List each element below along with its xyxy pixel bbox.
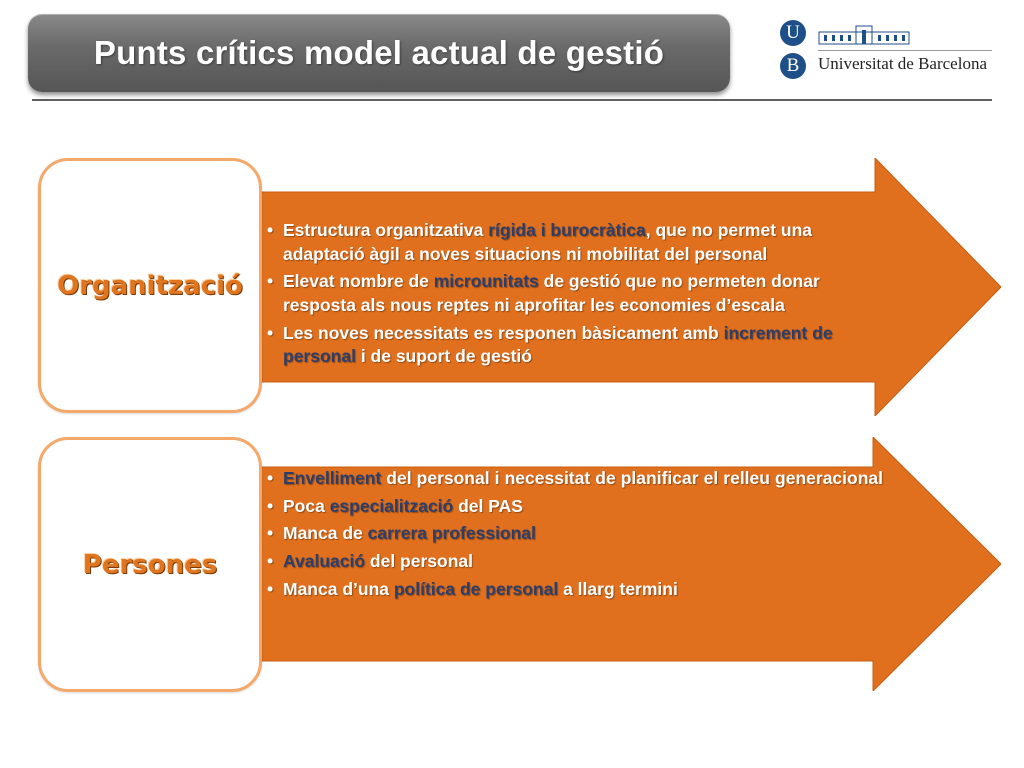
persones-label: Persones	[82, 549, 218, 580]
bullet-text: Poca	[283, 495, 330, 516]
bullet-item	[265, 270, 883, 317]
bullet-item	[265, 467, 883, 491]
title-bar	[28, 14, 730, 92]
highlighted-text: política de personal	[393, 578, 559, 599]
highlighted-text: Envelliment	[283, 468, 382, 488]
highlighted-text: increment de personal	[283, 322, 833, 367]
persones-arrow	[165, 437, 1001, 691]
organitzacio-arrow	[165, 158, 1001, 416]
highlighted-text: carrera professional	[367, 523, 536, 544]
organitzacio-label-box	[38, 158, 262, 413]
highlighted-text: rígida i burocràtica	[488, 220, 646, 240]
bullet-text: de gestió que no permeten donar resposta als nous reptes ni aprofitar les economies d’escala	[283, 271, 820, 315]
bullet-text: Manca de	[283, 523, 368, 544]
bullet-text: del personal	[365, 550, 473, 571]
persones-bullets	[265, 467, 883, 605]
logo-u-badge: U	[780, 20, 806, 46]
bullet-item	[265, 322, 883, 369]
bullet-text: Manca d’una	[283, 578, 394, 599]
highlighted-text: microunitats	[433, 271, 539, 292]
bullet-text: Estructura organitzativa	[283, 220, 489, 240]
bullet-item	[265, 578, 883, 602]
organitzacio-label: Organització	[57, 270, 243, 301]
logo-divider	[818, 50, 992, 51]
bullet-item	[265, 522, 883, 546]
bullet-text: del personal i necessitat de planificar el relleu generacional	[381, 468, 883, 488]
university-name: Universitat de Barcelona	[818, 54, 987, 73]
header-rule	[32, 99, 992, 101]
highlighted-text: especialització	[329, 495, 454, 516]
persones-label-box	[38, 437, 262, 692]
university-logo	[780, 20, 995, 82]
bullet-item	[265, 495, 883, 519]
bullet-text: Elevat nombre de	[283, 271, 434, 292]
bullet-text: a llarg termini	[558, 578, 678, 599]
slide-title: Punts crítics model actual de gestió	[93, 34, 665, 71]
bullet-item	[265, 550, 883, 574]
bullet-text: del PAS	[453, 495, 523, 516]
logo-b-badge: B	[780, 53, 806, 79]
building-icon	[818, 24, 910, 46]
bullet-item	[265, 219, 883, 266]
highlighted-text: Avaluació	[283, 550, 366, 571]
bullet-text: i de suport de gestió	[355, 346, 532, 367]
bullet-text: , que no permet una adaptació àgil a noves situacions ni mobilitat del personal	[283, 220, 813, 264]
bullet-text: Les noves necessitats es responen bàsicament amb	[283, 322, 724, 343]
organitzacio-bullets	[265, 219, 883, 373]
